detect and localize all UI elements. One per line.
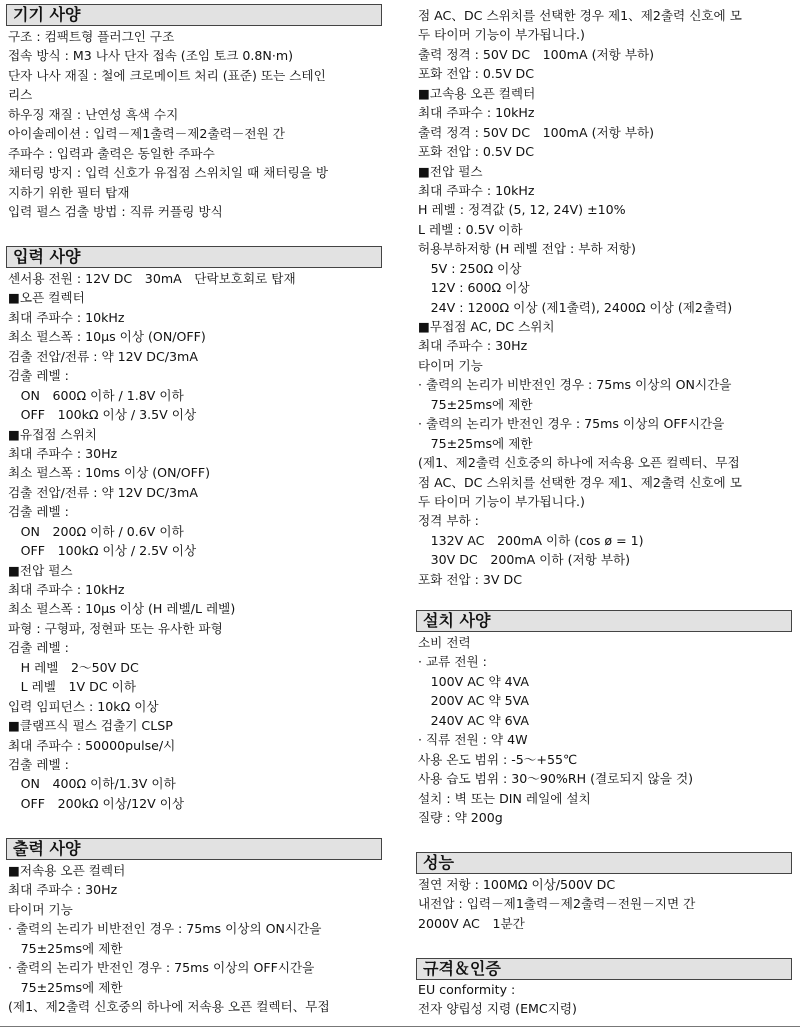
spec-line: 포화 전압 : 3V DC [418,571,523,587]
spec-line: 검출 전압/전류 : 약 12V DC/3mA [8,348,198,364]
spec-line: 2000V AC 1분간 [418,915,525,931]
spec-line: ■저속용 오픈 컬렉터 [8,863,126,878]
performance-lines [418,875,794,933]
spec-line: 아이솔레이션 : 입력－제1출력－제2출력－전원 간 [8,126,285,142]
spec-line: 주파수 : 입력과 출력은 동일한 주파수 [8,145,215,161]
spec-line: 채터링 방지 : 입력 신호가 유접점 스위치일 때 채터링을 방 [8,165,329,181]
spec-line: ■오픈 컬렉터 [8,290,85,306]
spec-line: (제1、제2출력 신호중의 하나에 저속용 오픈 컬렉터、무접 [8,999,330,1015]
spec-line: 포화 전압 : 0.5V DC [418,144,535,160]
spec-line: OFF 200kΩ 이상/12V 이상 [8,795,185,811]
spec-line: 센서용 전원 : 12V DC 30mA 단락보호회로 탑재 [8,271,296,286]
spec-line: 75±25ms에 제한 [418,396,533,412]
spec-line: 두 타이머 기능이 부가됩니다.) [418,27,585,43]
spec-line: (제1、제2출력 신호중의 하나에 저속용 오픈 컬렉터、무접 [418,455,740,471]
spec-line: 최대 주파수 : 30Hz [8,445,118,461]
spec-line: 허용부하저항 (H 레벨 전압 : 부하 저항) [418,241,636,257]
output-spec-continued-lines [418,6,794,589]
spec-line: ON 400Ω 이하/1.3V 이하 [8,776,176,792]
spec-line: 파형 : 구형파, 정현파 또는 유사한 파형 [8,620,223,636]
spec-line: 타이머 기능 [418,357,483,373]
spec-line: 설치 : 벽 또는 DIN 레일에 설치 [418,790,591,806]
spec-line: 전자 양립성 지령 (EMC지령) [418,1001,577,1017]
spec-line: 240V AC 약 6VA [418,712,530,728]
spec-line: OFF 100kΩ 이상 / 2.5V 이상 [8,543,197,559]
spec-line: 하우징 재질 : 난연성 흑색 수지 [8,106,179,122]
spec-line: 지하기 위한 필터 탑재 [8,184,130,200]
spec-line: H 레벨 : 정격값 (5, 12, 24V) ±10% [418,202,626,218]
spec-line: 최대 주파수 : 10kHz [8,582,125,597]
spec-line: 절연 저항 : 100MΩ 이상/500V DC [418,877,616,892]
spec-line: · 교류 전원 : [418,654,487,670]
spec-line: 출력 정격 : 50V DC 100mA (저항 부하) [418,124,655,140]
spec-line: H 레벨 2～50V DC [8,659,139,675]
spec-line: 5V : 250Ω 이상 [418,260,522,276]
spec-line: 최대 주파수 : 10kHz [418,182,535,198]
spec-line: 사용 습도 범위 : 30～90%RH (결로되지 않을 것) [418,771,694,787]
spec-line: 입력 펄스 검출 방법 : 직류 커플링 방식 [8,203,223,219]
spec-line: 최소 펄스폭 : 10μs 이상 (ON/OFF) [8,329,206,345]
input-spec-lines [8,269,384,813]
spec-line: ■클램프식 펄스 검출기 CLSP [8,718,173,734]
spec-line: 구조 : 컴팩트형 플러그인 구조 [8,29,175,44]
spec-line: 75±25ms에 제한 [8,979,123,995]
spec-line: 검출 레벨 : [8,504,69,520]
section-title-output-spec: 출력 사양 [6,838,382,860]
spec-line: 점 AC、DC 스위치를 선택한 경우 제1、제2출력 신호에 모 [418,8,742,23]
spec-line: · 출력의 논리가 비반전인 경우 : 75ms 이상의 ON시간을 [8,921,322,937]
spec-line: 최대 주파수 : 30Hz [418,338,528,354]
spec-line: 200V AC 약 5VA [418,693,530,709]
spec-line: 검출 레벨 : [8,640,69,656]
spec-line: ■전압 펄스 [418,163,483,179]
spec-line: 소비 전력 [418,635,471,650]
spec-line: · 출력의 논리가 반전인 경우 : 75ms 이상의 OFF시간을 [418,416,725,432]
spec-line: 포화 전압 : 0.5V DC [418,66,535,82]
spec-line: 단자 나사 재질 : 철에 크로메이트 처리 (표준) 또는 스테인 [8,67,326,83]
spec-line: 입력 임피던스 : 10kΩ 이상 [8,698,159,714]
spec-line: 최대 주파수 : 30Hz [8,882,118,898]
spec-line: 검출 레벨 : [8,368,69,384]
section-title-performance: 성능 [416,852,792,874]
section-title-standards: 규격＆인증 [416,958,792,980]
spec-line: 30V DC 200mA 이하 (저항 부하) [418,552,631,568]
spec-line: 75±25ms에 제한 [418,435,533,451]
installation-spec-lines [418,633,794,827]
bottom-rule [0,1026,800,1027]
spec-line: 정격 부하 : [418,513,479,529]
spec-line: · 직류 전원 : 약 4W [418,732,528,748]
spec-line: 75±25ms에 제한 [8,940,123,956]
spec-line: 출력 정격 : 50V DC 100mA (저항 부하) [418,46,655,62]
spec-line: · 출력의 논리가 반전인 경우 : 75ms 이상의 OFF시간을 [8,960,315,976]
spec-line: 사용 온도 범위 : -5～+55℃ [418,751,578,767]
spec-line: 타이머 기능 [8,901,73,917]
spec-line: 최소 펄스폭 : 10μs 이상 (H 레벨/L 레벨) [8,601,236,617]
spec-line: 최대 주파수 : 50000pulse/시 [8,737,176,753]
spec-line: 24V : 1200Ω 이상 (제1출력), 2400Ω 이상 (제2출력) [418,299,733,315]
spec-line: ■무접점 AC, DC 스위치 [418,319,555,334]
spec-line: 두 타이머 기능이 부가됩니다.) [418,493,585,509]
spec-line: ■전압 펄스 [8,562,73,578]
spec-line: 질량 : 약 200g [418,809,503,825]
spec-line: ■유접점 스위치 [8,426,97,442]
spec-line: ON 600Ω 이하 / 1.8V 이하 [8,387,184,403]
spec-line: 접속 방식 : M3 나사 단자 접속 (조임 토크 0.8N·m) [8,48,294,64]
spec-line: 검출 레벨 : [8,756,69,772]
output-spec-lines [8,861,384,1017]
spec-line: 점 AC、DC 스위치를 선택한 경우 제1、제2출력 신호에 모 [418,474,742,490]
spec-line: OFF 100kΩ 이상 / 3.5V 이상 [8,407,197,423]
spec-line: L 레벨 : 0.5V 이하 [418,221,523,237]
spec-line: EU conformity : [418,982,516,997]
spec-line: 리스 [8,87,33,103]
spec-line: 내전압 : 입력－제1출력－제2출력－전원－지면 간 [418,896,696,912]
spec-line: 최대 주파수 : 10kHz [418,105,535,121]
section-title-input-spec: 입력 사양 [6,246,382,268]
spec-line: 132V AC 200mA 이하 (cos ø = 1) [418,532,644,548]
section-title-device-spec: 기기 사양 [6,4,382,26]
spec-line: 100V AC 약 4VA [418,673,530,689]
spec-line: ON 200Ω 이하 / 0.6V 이하 [8,523,184,539]
spec-line: L 레벨 1V DC 이하 [8,679,136,695]
spec-line: · 출력의 논리가 비반전인 경우 : 75ms 이상의 ON시간을 [418,377,732,393]
spec-line: 검출 전압/전류 : 약 12V DC/3mA [8,484,198,500]
spec-line: 최대 주파수 : 10kHz [8,309,125,325]
standards-lines [418,980,794,1019]
device-spec-lines [8,27,384,221]
spec-line: 최소 펄스폭 : 10ms 이상 (ON/OFF) [8,465,211,481]
section-title-installation-spec: 설치 사양 [416,610,792,632]
spec-line: ■고속용 오픈 컬렉터 [418,85,536,101]
spec-line: 12V : 600Ω 이상 [418,280,530,296]
